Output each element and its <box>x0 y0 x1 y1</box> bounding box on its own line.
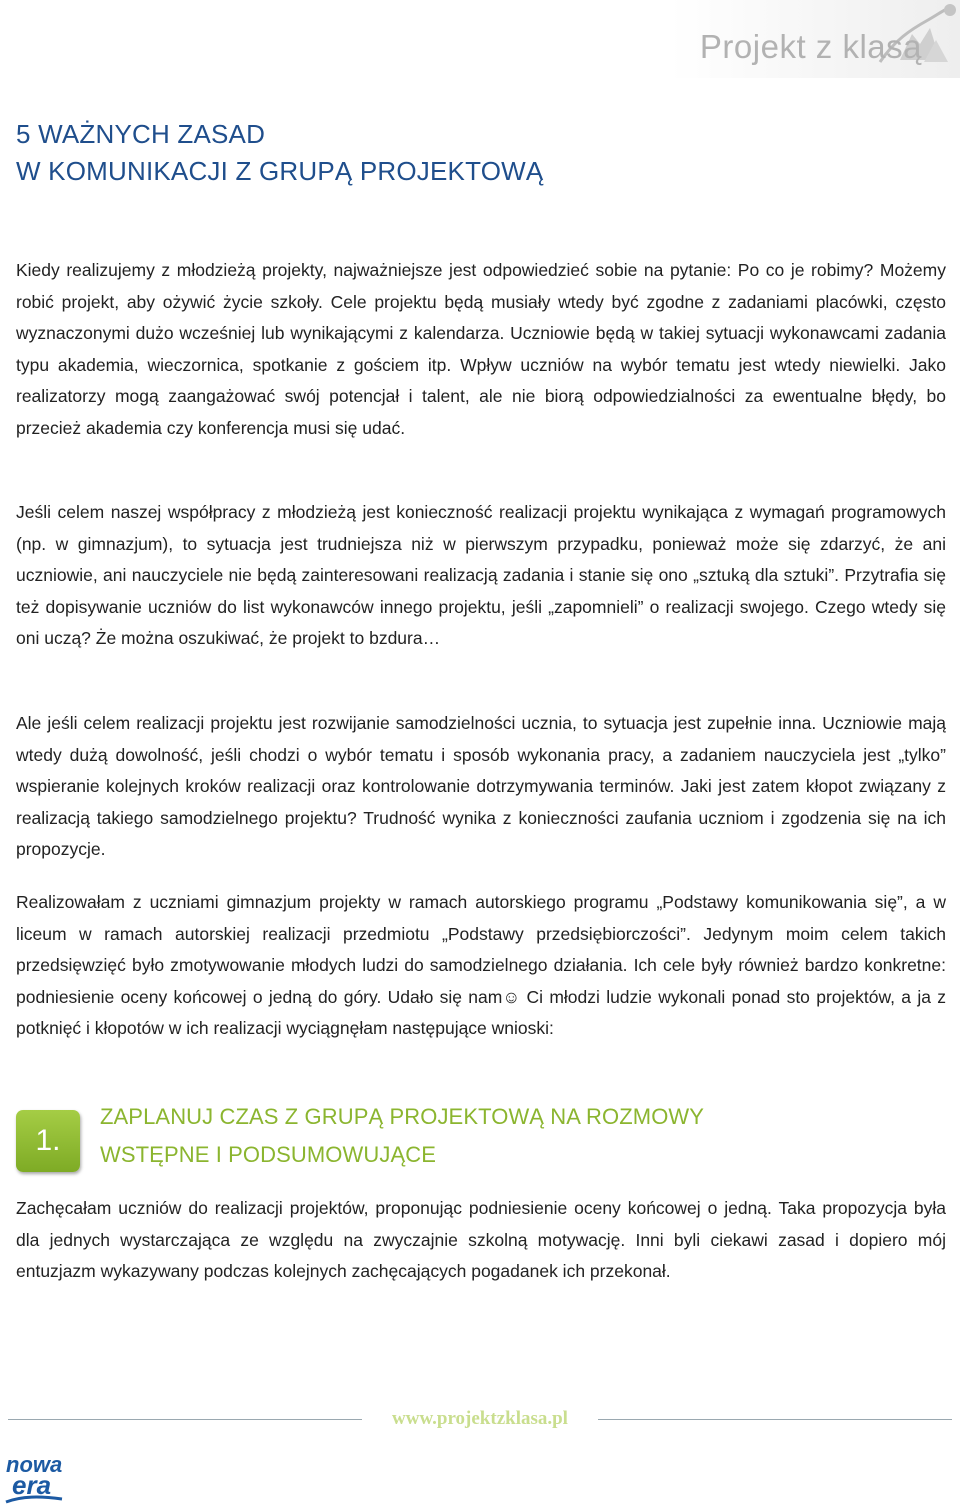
brand-word-1: nowa <box>6 1452 63 1477</box>
step-1-heading <box>16 1104 946 1174</box>
nowa-era-logo <box>4 1454 68 1508</box>
paragraph-1: Kiedy realizujemy z młodzieżą projekty, najważniejsze jest odpowiedzieć sobie na pytanie: Po co je robimy? Możemy robić projekt, aby ożywić życie szkoły. Cele projektu będą musiały wtedy być zgodne z zadaniami placówki, często wyznaczonymi dużo wcześniej lub wynikającymi z kalendarza. Uczniowie będą w takiej sytuacji wykonawcami zadania typu akademia, wieczornica, spotkanie z gościem itp. Wpływ uczniów na wybór tematu jest wtedy niewielki. Jako realizatorzy mogą zaangażować swój potencjał i talent, ale nie biorą odpowiedzialności za ewentualne błędy, bo przecież akademia czy konferencja musi się udać. <box>16 260 946 438</box>
page-title-line-2: W KOMUNIKACJI Z GRUPĄ PROJEKTOWĄ <box>16 156 544 186</box>
page-title <box>16 116 543 190</box>
step-title <box>100 1098 704 1174</box>
brand-word-2: era <box>12 1470 52 1500</box>
step-number-badge: 1. <box>16 1110 80 1172</box>
step-title-line-1: ZAPLANUJ CZAS Z GRUPĄ PROJEKTOWĄ NA ROZMOWY <box>100 1104 705 1129</box>
step-title-line-2: WSTĘPNE I PODSUMOWUJĄCE <box>100 1142 436 1167</box>
paragraph-2: Jeśli celem naszej współpracy z młodzieżą jest konieczność realizacji projektu wynikająca z wymagań programowych (np. w gimnazjum), to sytuacja jest trudniejsza niż w pierwszym przypadku, ponieważ może się zdarzyć, że ani uczniowie, ani nauczyciele nie będą zainteresowani realizacją zadania i stanie się ono „sztuką dla sztuki”. Przytrafia się też dopisywanie uczniów do list wykonawców innego projektu, jeśli „zapomnieli” o realizacji swojego. Czego wtedy się oni uczą? Że można oszukiwać, że projekt to bzdura… <box>16 502 946 648</box>
brand-swoosh-icon <box>4 1494 64 1506</box>
step-1-paragraph: Zachęcałam uczniów do realizacji projektów, proponując podniesienie oceny końcowej o jedną. Taka propozycja była dla jednych wystarczająca ze względu na zwyczajnie szkolną motywację. Inni byli ciekawi zasad i dopiero mój entuzjazm wykazywany podczas kolejnych zachęcających pogadanek ich przekonał. <box>16 1198 946 1281</box>
header-logo <box>660 0 960 78</box>
footer-divider-right <box>598 1419 952 1420</box>
footer-url-link[interactable]: www.projektzklasa.pl <box>392 1408 568 1429</box>
paragraph-3: Ale jeśli celem realizacji projektu jest rozwijanie samodzielności ucznia, to sytuacja jest zupełnie inna. Uczniowie mają wtedy dużą dowolność, jeśli chodzi o wybór tematu i sposób wykonania pracy, a zadaniem nauczyciela jest „tylko” wspieranie kolejnych kroków realizacji oraz kontrolowanie dotrzymywania terminów. Jaki jest zatem kłopot związany z realizacją takiego samodzielnego projektu? Trudność wynika z konieczności zaufania uczniom i zgodzenia się na ich propozycje. <box>16 713 946 859</box>
footer-divider-left <box>8 1419 362 1420</box>
page-title-line-1: 5 WAŻNYCH ZASAD <box>16 119 266 149</box>
paragraph-4: Realizowałam z uczniami gimnazjum projekty w ramach autorskiego programu „Podstawy komunikowania się”, a w liceum w ramach autorskiej realizacji przedmiotu „Podstawy przedsiębiorczości”. Jedynym moim celem takich przedsięwzięć było zmotywowanie młodych ludzi do samodzielnego działania. Ich cele były również bardzo konkretne: podniesienie oceny końcowej o jedną do góry. Udało się nam☺ Ci młodzi ludzie wykonali ponad sto projektów, a ja z potknięć i kłopotów w ich realizacji wyciągnęłam następujące wnioski: <box>16 892 946 1038</box>
logo-text: Projekt z klasą <box>699 28 922 65</box>
